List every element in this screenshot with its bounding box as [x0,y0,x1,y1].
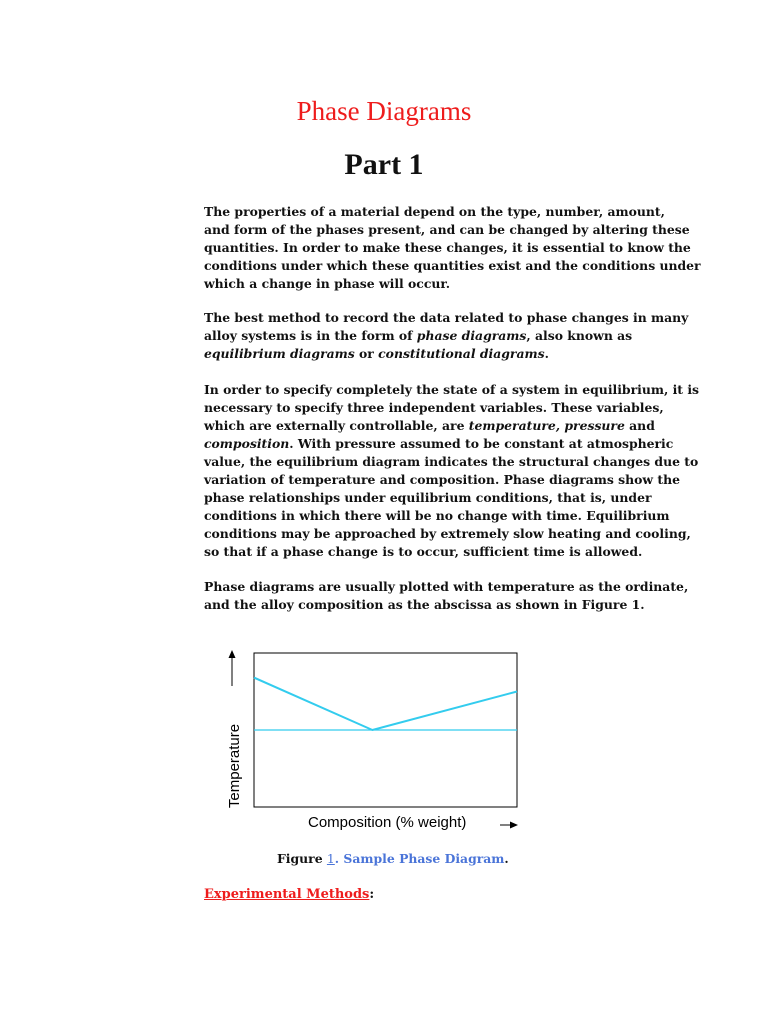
paragraph-line: variation of temperature and composition. Phase diagrams show the [204,472,680,487]
figure-number-link[interactable]: 1 [326,851,335,866]
paragraph-2 [204,309,689,363]
emphasis-temperature-pressure: temperature, pressure [468,418,625,433]
text-run: . [544,346,549,361]
emphasis-phase-diagrams: phase diagrams [416,328,527,343]
paragraph-3 [204,381,700,561]
paragraph-line: Phase diagrams are usually plotted with temperature as the ordinate, [204,579,689,594]
paragraph-line: conditions under which these quantities exist and the conditions under [204,258,701,273]
emphasis-composition: composition [204,436,290,451]
paragraph-line [204,417,664,435]
paragraph-line: so that if a phase change is to occur, sufficient time is allowed. [204,544,643,559]
paragraph-line: quantities. In order to make these changes, it is essential to know the [204,240,691,255]
document-subtitle: Part 1 [344,148,424,181]
section-heading-label: Experimental Methods [204,887,370,902]
paragraph-4 [204,578,689,614]
y-axis-arrowhead [229,650,236,658]
paragraph-line: The properties of a material depend on the type, number, amount, [204,204,665,219]
text-run: , also known as [526,328,633,343]
caption-prefix: Figure [277,851,327,866]
y-axis-label: Temperature [226,723,243,809]
paragraph-line [204,435,674,453]
caption-suffix: . [504,851,509,866]
emphasis-equilibrium-diagrams: equilibrium diagrams [204,346,355,361]
paragraph-1 [204,203,701,293]
text-run: or [354,346,379,361]
text-run: . With pressure assumed to be constant at atmospheric [289,436,674,451]
paragraph-line: conditions in which there will be no change with time. Equilibrium [204,508,670,523]
paragraph-line: value, the equilibrium diagram indicates the structural changes due to [204,454,699,469]
section-heading [204,887,374,902]
text-run: alloy systems is in the form of [204,328,417,343]
x-axis-arrowhead [510,822,518,829]
emphasis-constitutional-diagrams: constitutional diagrams [378,346,545,361]
text-run: which are externally controllable, are [204,418,469,433]
paragraph-line: phase relationships under equilibrium conditions, that is, under [204,490,652,505]
paragraph-line: necessary to specify three independent variables. These variables, [204,400,664,415]
paragraph-line: In order to specify completely the state of a system in equilibrium, it is [204,382,700,397]
document-title: Phase Diagrams [296,96,472,126]
paragraph-line: and form of the phases present, and can be changed by altering these [204,222,690,237]
paragraph-line [204,327,664,345]
paragraph-line: The best method to record the data related to phase changes in many [204,310,689,325]
figure-caption [277,851,509,866]
text-run: and [624,418,655,433]
paragraph-line: conditions may be approached by extremely slow heating and cooling, [204,526,691,541]
phase-diagram-figure [220,648,530,838]
paragraph-line [204,345,664,363]
section-heading-colon: : [369,887,375,902]
paragraph-line: and the alloy composition as the abscissa as shown in Figure 1. [204,597,645,612]
x-axis-label: Composition (% weight) [308,814,467,831]
caption-text: . Sample Phase Diagram [334,851,505,866]
paragraph-line: which a change in phase will occur. [204,276,451,291]
